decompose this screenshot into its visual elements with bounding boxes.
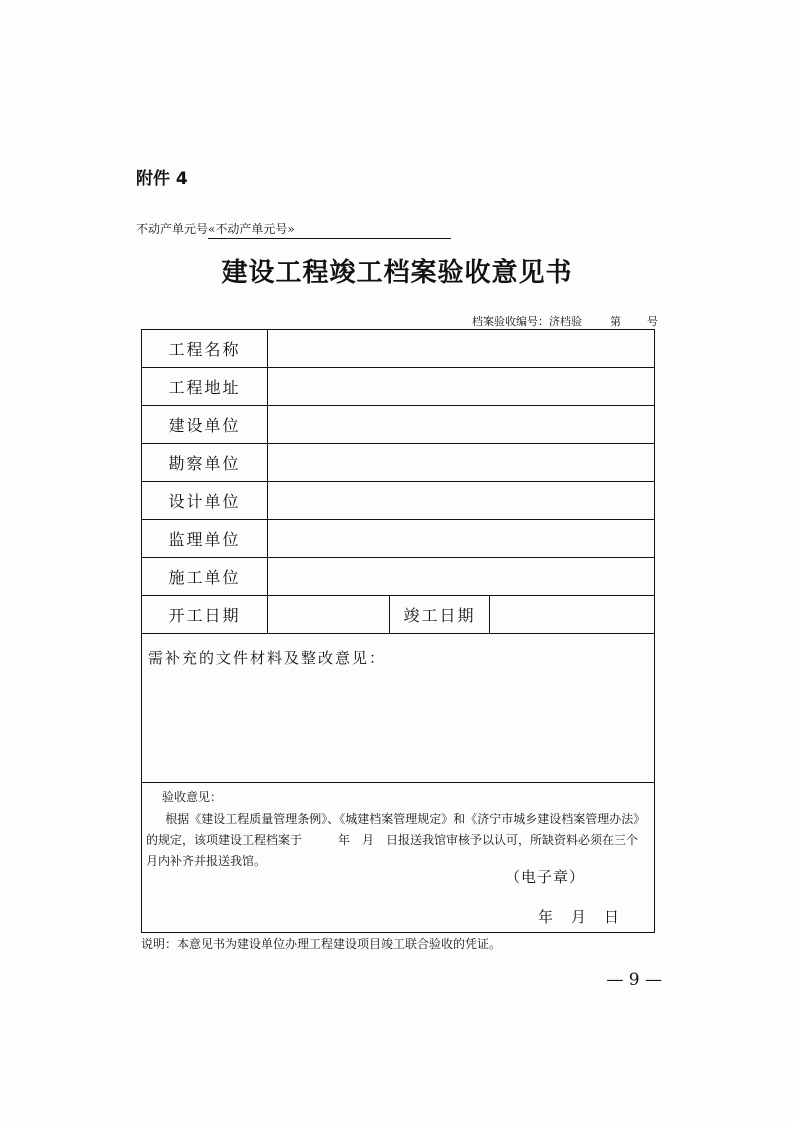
survey-unit-field[interactable] [268, 444, 655, 482]
date-year: 年 [538, 908, 554, 926]
property-unit-value: «不动产单元号» [208, 220, 451, 239]
project-name-field[interactable] [268, 330, 655, 368]
start-date-label: 开工日期 [142, 596, 268, 634]
opinion-body: 根据《建设工程质量管理条例》、《城建档案管理规定》和《济宁市城乡建设档案管理办法》的规定，该项建设工程档案于 年 月 日报送我馆审核予以认可，所缺资料必须在三个月内补齐并报送我馆。 [146, 812, 646, 868]
electronic-stamp: （电子章） [505, 868, 586, 886]
opinion-date [538, 906, 637, 927]
builder-unit-label: 施工单位 [142, 558, 268, 596]
construction-unit-field[interactable] [268, 406, 655, 444]
opinion-title: 验收意见： [162, 790, 223, 804]
design-unit-label: 设计单位 [142, 482, 268, 520]
archive-number-di: 第 [610, 315, 621, 328]
survey-unit-label: 勘察单位 [142, 444, 268, 482]
project-address-label: 工程地址 [142, 368, 268, 406]
acceptance-opinion-cell [142, 783, 655, 933]
start-date-field[interactable] [268, 596, 390, 634]
date-day: 日 [604, 908, 620, 926]
property-unit-line [136, 220, 451, 239]
completion-date-field[interactable] [490, 596, 655, 634]
date-month: 月 [571, 908, 587, 926]
supervision-unit-field[interactable] [268, 520, 655, 558]
archive-number-hao: 号 [647, 315, 658, 328]
archive-number [472, 313, 658, 329]
acceptance-form-table [141, 329, 655, 933]
completion-date-label: 竣工日期 [390, 596, 490, 634]
page-number: — 9 — [606, 970, 662, 990]
builder-unit-field[interactable] [268, 558, 655, 596]
archive-number-label: 档案验收编号：济档验 [472, 315, 582, 328]
remarks-cell[interactable] [142, 634, 655, 783]
supervision-unit-label: 监理单位 [142, 520, 268, 558]
remarks-label: 需补充的文件材料及整改意见： [148, 649, 387, 667]
attachment-label: 附件 4 [136, 169, 188, 189]
construction-unit-label: 建设单位 [142, 406, 268, 444]
property-unit-label: 不动产单元号 [136, 222, 209, 236]
document-title: 建设工程竣工档案验收意见书 [221, 258, 573, 288]
design-unit-field[interactable] [268, 482, 655, 520]
project-address-field[interactable] [268, 368, 655, 406]
footnote: 说明：本意见书为建设单位办理工程建设项目竣工联合验收的凭证。 [141, 937, 502, 951]
project-name-label: 工程名称 [142, 330, 268, 368]
